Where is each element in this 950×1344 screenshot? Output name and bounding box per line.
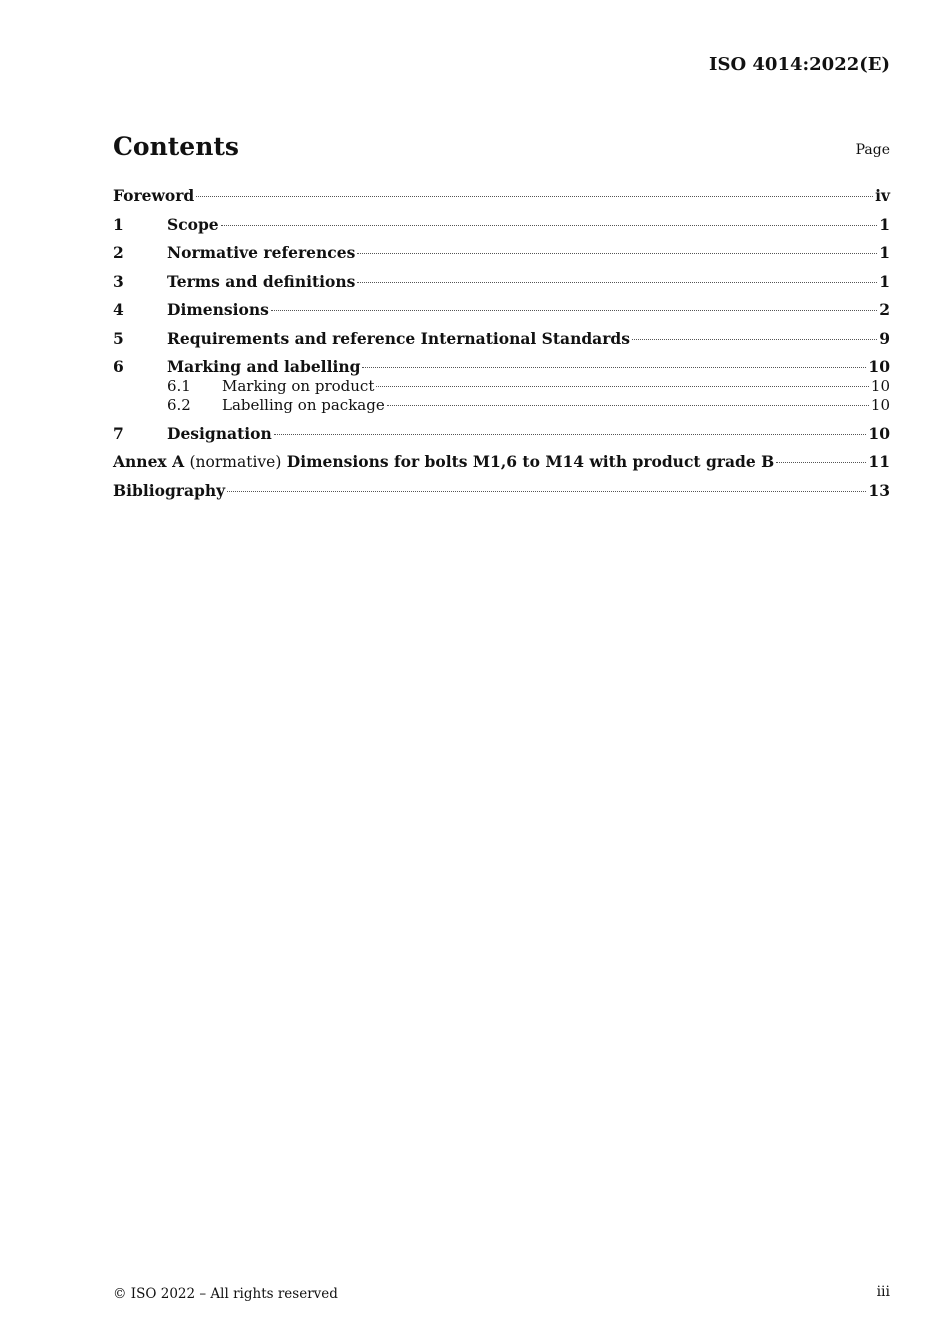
toc-entry-title: Designation — [167, 423, 272, 443]
toc-entry-page: 1 — [879, 214, 890, 234]
dot-leader — [387, 405, 869, 406]
annex-kind: (normative) — [189, 453, 282, 471]
toc-entry-number: 6.1 — [167, 377, 191, 395]
toc-entry-title: Bibliography — [113, 480, 226, 500]
toc-entry-page: 13 — [868, 480, 890, 500]
contents-title: Contents — [113, 132, 240, 161]
toc-entry-number: 6.2 — [167, 396, 191, 414]
document-id: ISO 4014:2022(E) — [709, 54, 890, 75]
toc-entry-scope[interactable] — [113, 215, 890, 235]
toc-entry-page: 2 — [879, 300, 890, 319]
toc-entry-page: 11 — [868, 452, 890, 471]
toc-entry-title: Marking and labelling — [167, 357, 361, 376]
toc-entry-dimensions[interactable] — [113, 300, 890, 320]
toc-entry-title — [113, 452, 774, 472]
dot-leader — [221, 225, 878, 226]
table-of-contents — [113, 186, 890, 501]
toc-entry-title: Foreword — [113, 186, 195, 205]
dot-leader — [196, 196, 873, 197]
toc-entry-title: Terms and definitions — [167, 271, 356, 291]
annex-title: Dimensions for bolts M1,6 to M14 with product grade B — [286, 452, 775, 471]
toc-entry-title: Requirements and reference International Standards — [167, 328, 630, 348]
toc-entry-number: 7 — [113, 423, 124, 443]
toc-entry-designation[interactable] — [113, 424, 890, 444]
dot-leader — [376, 386, 869, 387]
toc-entry-page: 10 — [870, 377, 890, 395]
toc-entry-title: Marking on product — [222, 377, 375, 395]
toc-entry-page: 10 — [870, 396, 890, 414]
toc-entry-annex-a[interactable] — [113, 452, 890, 472]
toc-entry-foreword[interactable] — [113, 186, 890, 206]
toc-entry-page: iv — [875, 186, 890, 205]
footer-page-number: iii — [876, 1284, 890, 1300]
toc-entry-title: Dimensions — [167, 300, 269, 319]
toc-entry-page: 1 — [879, 243, 890, 262]
page-column-label: Page — [855, 142, 890, 158]
toc-entry-marking-product[interactable] — [113, 377, 890, 396]
annex-prefix: Annex A — [113, 452, 185, 471]
toc-entry-title: Scope — [167, 214, 219, 234]
toc-entry-number: 1 — [113, 214, 124, 234]
toc-entry-marking-labelling[interactable] — [113, 357, 890, 377]
toc-entry-number: 6 — [113, 357, 124, 376]
toc-entry-number: 4 — [113, 300, 124, 319]
toc-entry-page: 10 — [868, 357, 890, 376]
dot-leader — [271, 310, 877, 311]
toc-entry-labelling-package[interactable] — [113, 396, 890, 415]
toc-entry-bibliography[interactable] — [113, 481, 890, 501]
toc-entry-title: Labelling on package — [222, 396, 385, 414]
toc-entry-title: Normative references — [167, 243, 356, 262]
toc-entry-number: 2 — [113, 243, 124, 262]
toc-entry-page: 9 — [879, 328, 890, 348]
dot-leader — [776, 462, 866, 463]
toc-entry-page: 1 — [879, 271, 890, 291]
dot-leader — [632, 339, 877, 340]
toc-entry-number: 3 — [113, 271, 124, 291]
toc-entry-normative-references[interactable] — [113, 243, 890, 263]
dot-leader — [227, 491, 866, 492]
toc-entry-requirements[interactable] — [113, 329, 890, 349]
footer-copyright: © ISO 2022 – All rights reserved — [113, 1286, 338, 1302]
toc-entry-terms-definitions[interactable] — [113, 272, 890, 292]
toc-entry-number: 5 — [113, 328, 124, 348]
dot-leader — [274, 434, 867, 435]
dot-leader — [357, 282, 877, 283]
dot-leader — [362, 367, 866, 368]
dot-leader — [357, 253, 877, 254]
toc-entry-page: 10 — [868, 423, 890, 443]
